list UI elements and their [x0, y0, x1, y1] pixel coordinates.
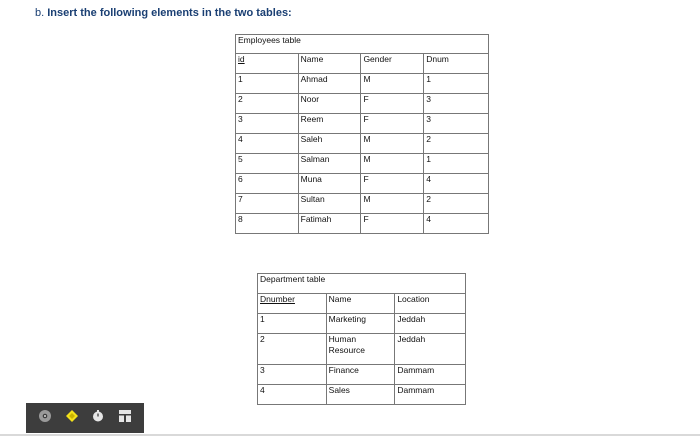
table-row	[236, 214, 489, 234]
table-cell: 2	[424, 194, 489, 214]
question-text: Insert the following elements in the two tables:	[47, 7, 292, 19]
table-cell: Dammam	[395, 365, 466, 385]
column-header: Name	[298, 54, 361, 74]
column-header: Name	[326, 294, 395, 314]
question-heading	[35, 7, 292, 19]
table-row	[236, 194, 489, 214]
table-cell: Reem	[298, 114, 361, 134]
table-row	[236, 94, 489, 114]
table-cell: 6	[236, 174, 299, 194]
timer-button[interactable]	[90, 410, 106, 426]
table-cell: Jeddah	[395, 314, 466, 334]
table-cell: 4	[258, 385, 327, 405]
table-cell: 1	[236, 74, 299, 94]
table-row	[258, 334, 466, 365]
table-cell: Sales	[326, 385, 395, 405]
table-cell: M	[361, 134, 424, 154]
department-table-title: Department table	[258, 274, 466, 294]
table-cell: Noor	[298, 94, 361, 114]
highlighter-icon	[65, 409, 79, 428]
table-cell: 2	[258, 334, 327, 365]
eye-button[interactable]	[37, 410, 53, 426]
table-cell: 1	[258, 314, 327, 334]
table-cell: 3	[236, 114, 299, 134]
table-row	[236, 114, 489, 134]
table-cell: Saleh	[298, 134, 361, 154]
table-cell: Jeddah	[395, 334, 466, 365]
table-cell: 4	[424, 214, 489, 234]
table-cell: 1	[424, 74, 489, 94]
table-row	[258, 314, 466, 334]
department-title-row	[258, 274, 466, 294]
employees-table	[235, 34, 489, 234]
table-cell: F	[361, 114, 424, 134]
eye-icon	[38, 409, 52, 428]
table-cell: Marketing	[326, 314, 395, 334]
table-row	[258, 365, 466, 385]
column-header: Dnum	[424, 54, 489, 74]
timer-icon	[91, 409, 105, 428]
column-header: Gender	[361, 54, 424, 74]
table-cell: Sultan	[298, 194, 361, 214]
department-header-row	[258, 294, 466, 314]
table-row	[236, 154, 489, 174]
table-cell: 5	[236, 154, 299, 174]
table-row	[258, 385, 466, 405]
column-header: id	[236, 54, 299, 74]
table-cell: 3	[424, 94, 489, 114]
column-header: Location	[395, 294, 466, 314]
table-cell: Dammam	[395, 385, 466, 405]
column-header: Dnumber	[258, 294, 327, 314]
table-row	[236, 134, 489, 154]
table-cell: 1	[424, 154, 489, 174]
annotation-toolbar	[26, 403, 144, 433]
table-row	[236, 174, 489, 194]
table-cell: 2	[424, 134, 489, 154]
table-cell: Fatimah	[298, 214, 361, 234]
table-cell: 3	[258, 365, 327, 385]
employees-header-row	[236, 54, 489, 74]
table-cell: F	[361, 174, 424, 194]
question-label: b.	[35, 7, 45, 19]
table-cell: 8	[236, 214, 299, 234]
table-cell: M	[361, 74, 424, 94]
employees-title-row	[236, 35, 489, 54]
table-cell: 7	[236, 194, 299, 214]
table-cell: Ahmad	[298, 74, 361, 94]
layout-button[interactable]	[117, 410, 133, 426]
table-cell: 2	[236, 94, 299, 114]
table-cell: 4	[424, 174, 489, 194]
table-cell: M	[361, 194, 424, 214]
highlighter-button[interactable]	[64, 410, 80, 426]
employees-table-title: Employees table	[236, 35, 489, 54]
table-cell: F	[361, 214, 424, 234]
table-cell: Finance	[326, 365, 395, 385]
table-cell: 4	[236, 134, 299, 154]
table-cell: F	[361, 94, 424, 114]
table-row	[236, 74, 489, 94]
table-cell: Muna	[298, 174, 361, 194]
table-cell: Human Resource	[326, 334, 395, 365]
table-cell: Salman	[298, 154, 361, 174]
table-cell: 3	[424, 114, 489, 134]
layout-icon	[118, 409, 132, 428]
department-table	[257, 273, 466, 405]
table-cell: M	[361, 154, 424, 174]
